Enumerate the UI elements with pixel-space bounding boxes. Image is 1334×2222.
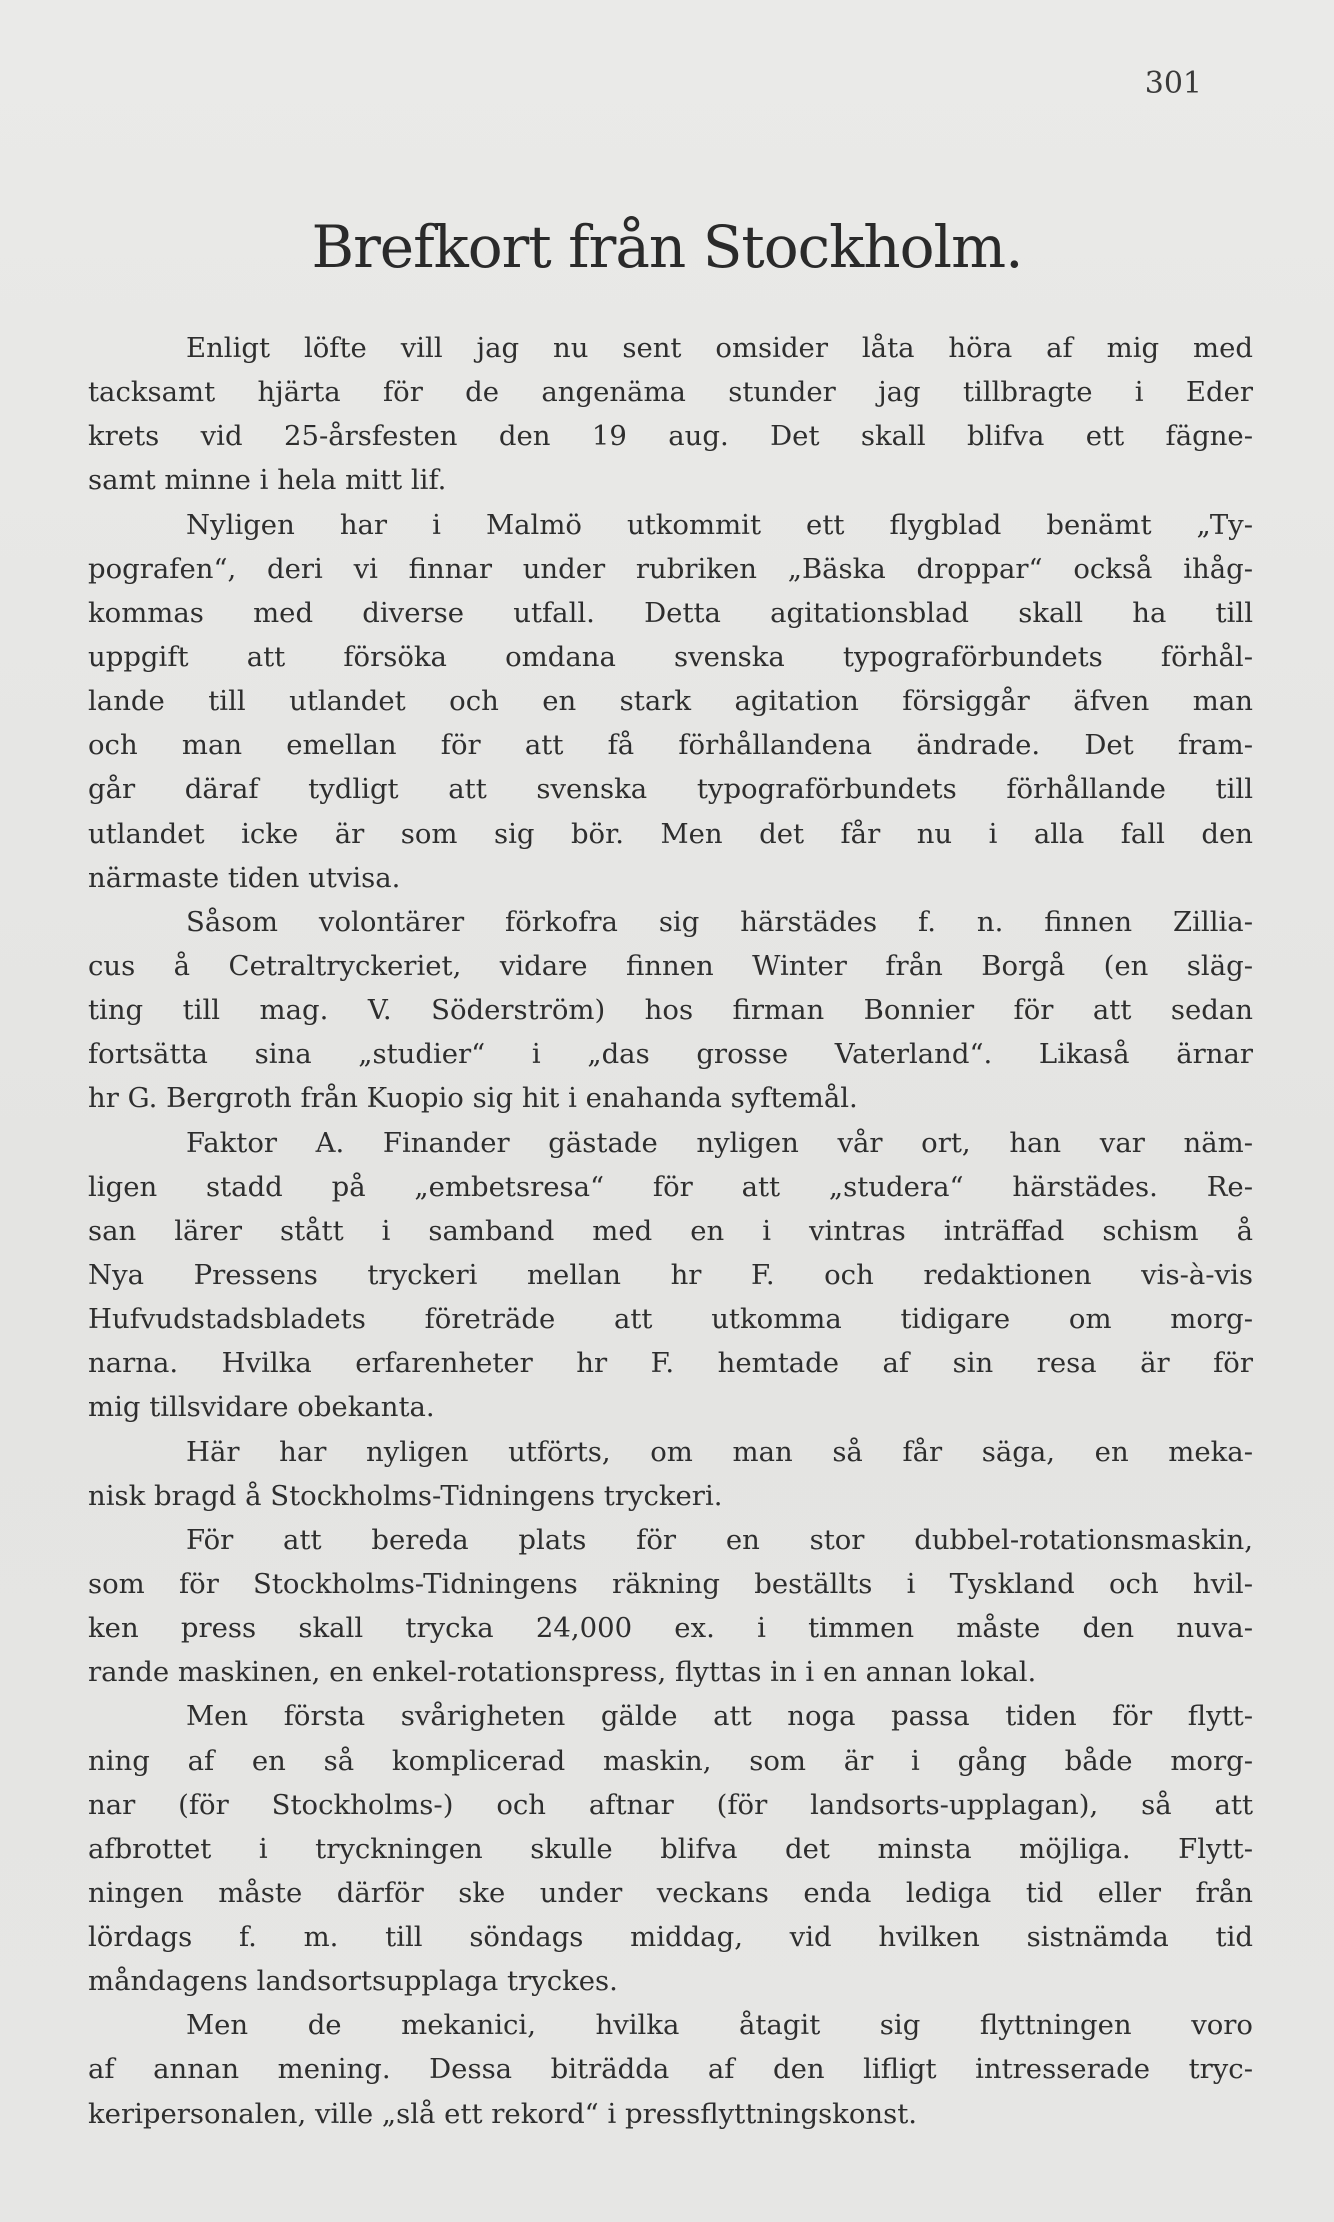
- text-line: För att bereda plats för en stor dubbel-rotationsmaskin,: [186, 1523, 1253, 1556]
- text-line: Men de mekanici, hvilka åtagit sig flyttningen voro: [186, 2009, 1253, 2042]
- text-line: närmaste tiden utvisa.: [88, 861, 401, 894]
- text-line: lördags f. m. till söndags middag, vid hvilken sistnämda tid: [88, 1921, 1253, 1954]
- text-line: Men första svårigheten gälde att noga passa tiden för flytt-: [186, 1700, 1253, 1733]
- text-line: nar (för Stockholms-) och aftnar (för landsorts-upplagan), så att: [88, 1788, 1253, 1821]
- text-line: narna. Hvilka erfarenheter hr F. hemtade af sin resa är för: [88, 1347, 1253, 1380]
- text-line: och man emellan för att få förhållandena ändrade. Det fram-: [88, 729, 1253, 762]
- text-line: lande till utlandet och en stark agitation försiggår äfven man: [88, 685, 1253, 718]
- paragraph: [88, 503, 1253, 900]
- article-title: Brefkort från Stockholm.: [311, 213, 1023, 281]
- text-line: uppgift att försöka omdana svenska typograförbundets förhål-: [88, 640, 1253, 673]
- text-line: ligen stadd på „embetsresa“ för att „studera“ härstädes. Re-: [88, 1170, 1253, 1203]
- text-line: san lärer stått i samband med en i vintras inträffad schism å: [88, 1214, 1253, 1247]
- article-body: [88, 326, 1253, 2136]
- text-line: ningen måste därför ske under veckans enda lediga tid eller från: [88, 1876, 1253, 1909]
- text-line: nisk bragd å Stockholms-Tidningens tryckeri.: [88, 1479, 723, 1512]
- text-line: keripersonalen, ville „slå ett rekord“ i pressflyttningskonst.: [88, 2097, 918, 2130]
- text-line: afbrottet i tryckningen skulle blifva det minsta möjliga. Flytt-: [88, 1832, 1253, 1865]
- paragraph: [88, 2003, 1253, 2135]
- text-line: kommas med diverse utfall. Detta agitationsblad skall ha till: [88, 596, 1253, 629]
- text-line: Här har nyligen utförts, om man så får säga, en meka-: [186, 1435, 1253, 1468]
- text-line: går däraf tydligt att svenska typograförbundets förhållande till: [88, 773, 1253, 806]
- text-line: som för Stockholms-Tidningens räkning beställts i Tyskland och hvil-: [88, 1567, 1253, 1600]
- text-line: rande maskinen, en enkel-rotationspress, flyttas in i en annan lokal.: [88, 1656, 1037, 1689]
- text-line: Såsom volontärer förkofra sig härstädes f. n. finnen Zillia-: [186, 905, 1253, 938]
- text-line: Nya Pressens tryckeri mellan hr F. och redaktionen vis-à-vis: [88, 1258, 1253, 1291]
- text-line: hr G. Bergroth från Kuopio sig hit i enahanda syftemål.: [88, 1082, 858, 1115]
- text-line: samt minne i hela mitt lif.: [88, 464, 447, 497]
- text-line: Faktor A. Finander gästade nyligen vår ort, han var näm-: [186, 1126, 1253, 1159]
- text-line: Enligt löfte vill jag nu sent omsider låta höra af mig med: [186, 332, 1253, 364]
- text-line: utlandet icke är som sig bör. Men det får nu i alla fall den: [88, 817, 1253, 850]
- paragraph: [88, 1121, 1253, 1430]
- text-line: fortsätta sina „studier“ i „das grosse Vaterland“. Likaså ärnar: [88, 1038, 1253, 1071]
- text-line: pografen“, deri vi finnar under rubriken „Bäska droppar“ också ihåg-: [88, 552, 1253, 585]
- text-line: cus å Cetraltryckeriet, vidare finnen Winter från Borgå (en släg-: [88, 949, 1253, 982]
- paragraph: [88, 326, 1253, 503]
- paragraph: [88, 1518, 1253, 1695]
- text-line: krets vid 25-årsfesten den 19 aug. Det skall blifva ett fägne-: [88, 420, 1253, 453]
- paragraph: [88, 1694, 1253, 2003]
- text-line: Nyligen har i Malmö utkommit ett flygblad benämt „Ty-: [186, 508, 1253, 541]
- text-line: af annan mening. Dessa biträdda af den lifligt intresserade tryc-: [88, 2053, 1253, 2086]
- text-line: Hufvudstadsbladets företräde att utkomma tidigare om morg-: [88, 1303, 1253, 1336]
- paragraph: [88, 900, 1253, 1121]
- text-line: måndagens landsortsupplaga tryckes.: [88, 1965, 618, 1998]
- paragraph: [88, 1430, 1253, 1518]
- text-line: ting till mag. V. Söderström) hos firman Bonnier för att sedan: [88, 994, 1253, 1027]
- text-line: mig tillsvidare obekanta.: [88, 1391, 435, 1424]
- text-line: ning af en så komplicerad maskin, som är i gång både morg-: [88, 1744, 1253, 1777]
- text-line: tacksamt hjärta för de angenäma stunder jag tillbragte i Eder: [88, 376, 1253, 409]
- text-line: ken press skall trycka 24,000 ex. i timmen måste den nuva-: [88, 1612, 1253, 1645]
- page-number: 301: [1144, 66, 1202, 101]
